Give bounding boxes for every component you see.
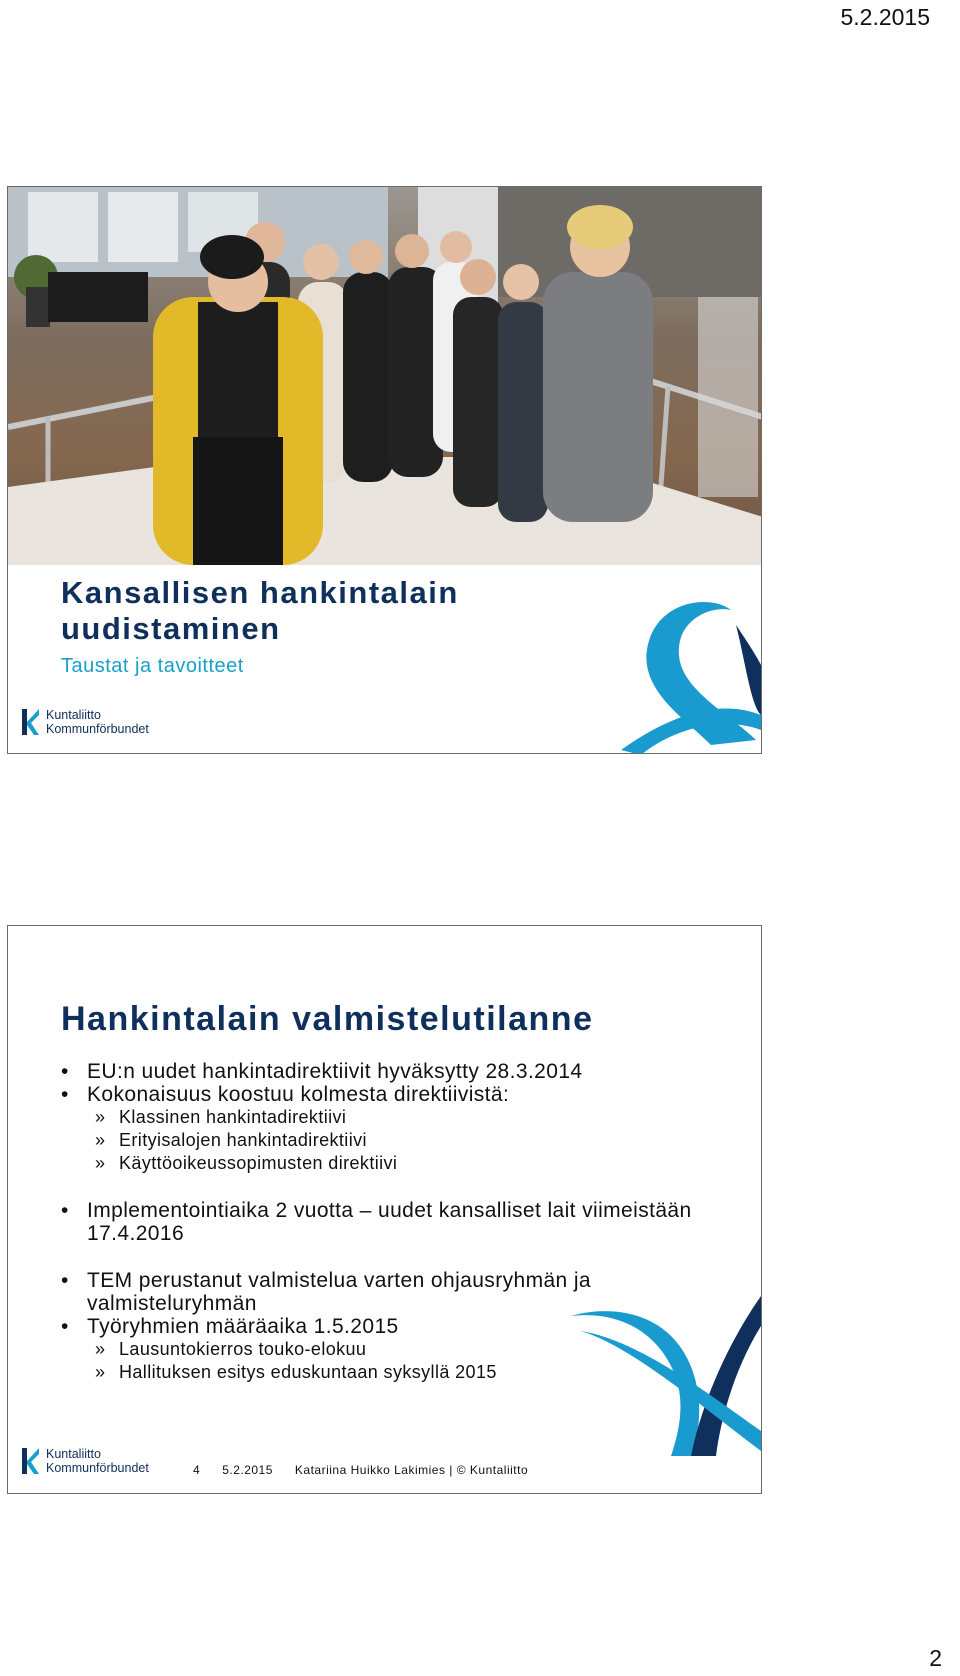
- slide-subtitle: Taustat ja tavoitteet: [61, 655, 244, 677]
- title-slide: [7, 186, 762, 754]
- bullet-item: • EU:n uudet hankintadirektiivit hyväksytty 28.3.2014: [61, 1060, 741, 1083]
- content-slide: [7, 925, 762, 1494]
- page-number: 2: [929, 1645, 942, 1671]
- kuntaliitto-logo: [20, 1446, 149, 1476]
- sub-bullet-item: » Käyttöoikeussopimusten direktiivi: [61, 1152, 741, 1175]
- page-date: 5.2.2015: [840, 4, 930, 30]
- bullet-item: • Implementointiaika 2 vuotta – uudet kansalliset lait viimeistään 17.4.2016: [61, 1199, 741, 1245]
- sub-bullet-item: » Lausuntokierros touko-elokuu: [61, 1338, 741, 1361]
- logo-line-2: Kommunförbundet: [46, 722, 149, 736]
- kuntaliitto-k-icon: [20, 707, 42, 737]
- kuntaliitto-logo: [20, 707, 149, 737]
- slide-footer: [193, 1463, 528, 1477]
- sub-bullet-item: » Erityisalojen hankintadirektiivi: [61, 1129, 741, 1152]
- ribbon-swirl-icon: [561, 565, 761, 754]
- slide-title: Kansallisen hankintalain uudistaminen: [61, 575, 459, 646]
- bullet-item: • Kokonaisuus koostuu kolmesta direktiivistä:: [61, 1083, 741, 1106]
- footer-date: 5.2.2015: [222, 1463, 273, 1477]
- ribbon-swirl-icon: [551, 1256, 761, 1456]
- slide-title: Hankintalain valmistelutilanne: [61, 1000, 594, 1038]
- bullet-item: • Työryhmien määräaika 1.5.2015: [61, 1315, 741, 1338]
- sub-bullet-item: » Hallituksen esitys eduskuntaan syksyllä 2015: [61, 1361, 741, 1384]
- footer-slide-number: 4: [193, 1463, 201, 1477]
- logo-line-1: Kuntaliitto: [46, 708, 101, 722]
- logo-line-1: Kuntaliitto: [46, 1447, 101, 1461]
- sub-bullet-item: » Klassinen hankintadirektiivi: [61, 1106, 741, 1129]
- logo-line-2: Kommunförbundet: [46, 1461, 149, 1475]
- group-photo: [8, 187, 761, 565]
- bullet-item: • TEM perustanut valmistelua varten ohjausryhmän ja valmisteluryhmän: [61, 1269, 741, 1315]
- footer-author: Katariina Huikko Lakimies | © Kuntaliitto: [294, 1463, 529, 1477]
- kuntaliitto-k-icon: [20, 1446, 42, 1476]
